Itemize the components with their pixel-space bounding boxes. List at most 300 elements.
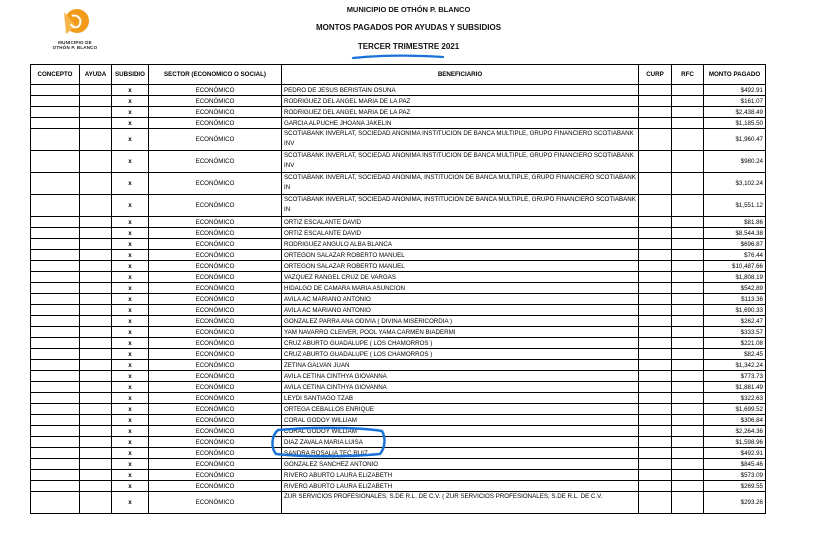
- cell-monto: $492.91: [704, 85, 766, 96]
- cell-beneficiario: ORTEGON SALAZAR ROBERTO MANUEL: [282, 261, 639, 272]
- cell-ayuda: [80, 173, 112, 195]
- cell-beneficiario: RIVERO ABURTO LAURA ELIZABETH: [282, 470, 639, 481]
- cell-subsidio: x: [112, 360, 149, 371]
- cell-curp: [639, 415, 672, 426]
- cell-curp: [639, 217, 672, 228]
- table-row: [31, 404, 766, 415]
- cell-ayuda: [80, 481, 112, 492]
- cell-ayuda: [80, 448, 112, 459]
- table-row: [31, 85, 766, 96]
- cell-sector: ECONÓMICO: [149, 316, 282, 327]
- cell-monto: $333.57: [704, 327, 766, 338]
- table-row: [31, 96, 766, 107]
- cell-ayuda: [80, 228, 112, 239]
- cell-monto: $1,808.19: [704, 272, 766, 283]
- cell-curp: [639, 327, 672, 338]
- cell-rfc: [672, 349, 704, 360]
- header-subsidio: SUBSIDIO: [112, 65, 149, 85]
- table-row: [31, 327, 766, 338]
- cell-sector: ECONÓMICO: [149, 327, 282, 338]
- cell-sector: ECONÓMICO: [149, 371, 282, 382]
- cell-ayuda: [80, 250, 112, 261]
- period-underline-marker: [351, 53, 445, 61]
- cell-curp: [639, 481, 672, 492]
- cell-concepto: [31, 393, 80, 404]
- cell-beneficiario: VAZQUEZ RANGEL CRUZ DE VARGAS: [282, 272, 639, 283]
- cell-ayuda: [80, 305, 112, 316]
- cell-subsidio: x: [112, 96, 149, 107]
- cell-monto: $542.89: [704, 283, 766, 294]
- cell-sector: ECONÓMICO: [149, 96, 282, 107]
- cell-sector: ECONÓMICO: [149, 283, 282, 294]
- cell-sector: ECONÓMICO: [149, 151, 282, 173]
- cell-subsidio: x: [112, 415, 149, 426]
- cell-concepto: [31, 470, 80, 481]
- cell-subsidio: x: [112, 492, 149, 514]
- cell-rfc: [672, 481, 704, 492]
- cell-rfc: [672, 382, 704, 393]
- cell-subsidio: x: [112, 426, 149, 437]
- cell-rfc: [672, 283, 704, 294]
- table-row: [31, 173, 766, 195]
- cell-curp: [639, 228, 672, 239]
- cell-beneficiario: SCOTIABANK INVERLAT, SOCIEDAD ANONIMA INSTITUCION DE BANCA MULTIPLE, GRUPO FINANCIERO SCOTIABANK INV: [282, 151, 639, 173]
- cell-beneficiario: DIAZ ZAVALA MARIA LUISA: [282, 437, 639, 448]
- cell-sector: ECONÓMICO: [149, 426, 282, 437]
- cell-beneficiario: GARCIA ALPUCHE JHOANA JAKELIN: [282, 118, 639, 129]
- cell-ayuda: [80, 470, 112, 481]
- cell-concepto: [31, 272, 80, 283]
- cell-ayuda: [80, 217, 112, 228]
- cell-ayuda: [80, 338, 112, 349]
- cell-sector: ECONÓMICO: [149, 195, 282, 217]
- cell-ayuda: [80, 129, 112, 151]
- cell-sector: ECONÓMICO: [149, 492, 282, 514]
- table-row: [31, 316, 766, 327]
- cell-curp: [639, 448, 672, 459]
- cell-rfc: [672, 393, 704, 404]
- cell-concepto: [31, 338, 80, 349]
- table-row: [31, 294, 766, 305]
- cell-subsidio: x: [112, 151, 149, 173]
- cell-monto: $573.09: [704, 470, 766, 481]
- payments-table: [30, 64, 765, 514]
- cell-sector: ECONÓMICO: [149, 404, 282, 415]
- cell-ayuda: [80, 360, 112, 371]
- cell-beneficiario: GONZALEZ PARRA ANA ODIVIA ( DIVINA MISERICORDIA ): [282, 316, 639, 327]
- cell-monto: $1,960.47: [704, 129, 766, 151]
- cell-ayuda: [80, 195, 112, 217]
- cell-concepto: [31, 415, 80, 426]
- cell-sector: ECONÓMICO: [149, 261, 282, 272]
- cell-monto: $269.55: [704, 481, 766, 492]
- cell-curp: [639, 305, 672, 316]
- cell-subsidio: x: [112, 118, 149, 129]
- cell-monto: $1,690.33: [704, 305, 766, 316]
- cell-ayuda: [80, 294, 112, 305]
- cell-monto: $262.47: [704, 316, 766, 327]
- cell-subsidio: x: [112, 305, 149, 316]
- cell-concepto: [31, 261, 80, 272]
- table-row: [31, 371, 766, 382]
- cell-concepto: [31, 316, 80, 327]
- cell-subsidio: x: [112, 217, 149, 228]
- cell-curp: [639, 470, 672, 481]
- cell-subsidio: x: [112, 85, 149, 96]
- cell-concepto: [31, 173, 80, 195]
- cell-monto: $2,264.36: [704, 426, 766, 437]
- cell-monto: $980.24: [704, 151, 766, 173]
- cell-monto: $306.84: [704, 415, 766, 426]
- cell-concepto: [31, 437, 80, 448]
- cell-beneficiario: ORTEGA CEBALLOS ENRIQUE: [282, 404, 639, 415]
- cell-rfc: [672, 327, 704, 338]
- table-header-row: [31, 65, 766, 85]
- cell-beneficiario: AVILA CETINA CINTHYA GIOVANNA: [282, 382, 639, 393]
- cell-concepto: [31, 239, 80, 250]
- cell-curp: [639, 250, 672, 261]
- cell-monto: $1,551.12: [704, 195, 766, 217]
- cell-subsidio: x: [112, 195, 149, 217]
- table-row: [31, 305, 766, 316]
- cell-sector: ECONÓMICO: [149, 250, 282, 261]
- cell-curp: [639, 459, 672, 470]
- cell-rfc: [672, 360, 704, 371]
- cell-curp: [639, 294, 672, 305]
- cell-rfc: [672, 437, 704, 448]
- cell-concepto: [31, 283, 80, 294]
- table-row: [31, 360, 766, 371]
- cell-sector: ECONÓMICO: [149, 459, 282, 470]
- cell-ayuda: [80, 151, 112, 173]
- cell-sector: ECONÓMICO: [149, 448, 282, 459]
- table-row: [31, 459, 766, 470]
- cell-beneficiario: RODRIGUEZ DEL ANGEL MARIA DE LA PAZ: [282, 96, 639, 107]
- cell-concepto: [31, 85, 80, 96]
- cell-ayuda: [80, 327, 112, 338]
- cell-sector: ECONÓMICO: [149, 272, 282, 283]
- cell-ayuda: [80, 426, 112, 437]
- cell-concepto: [31, 426, 80, 437]
- cell-subsidio: x: [112, 250, 149, 261]
- cell-rfc: [672, 371, 704, 382]
- logo-caption-line1: MUNICIPIO DE: [58, 40, 92, 45]
- cell-subsidio: x: [112, 470, 149, 481]
- cell-curp: [639, 437, 672, 448]
- cell-beneficiario: SCOTIABANK INVERLAT, SOCIEDAD ANONIMA INSTITUCION DE BANCA MULTIPLE, GRUPO FINANCIERO SCOTIABANK INV: [282, 129, 639, 151]
- cell-rfc: [672, 426, 704, 437]
- cell-monto: $845.46: [704, 459, 766, 470]
- cell-curp: [639, 195, 672, 217]
- cell-beneficiario: ORTIZ ESCALANTE DAVID: [282, 217, 639, 228]
- table-row: [31, 415, 766, 426]
- table-row: [31, 470, 766, 481]
- table-row: [31, 272, 766, 283]
- cell-rfc: [672, 404, 704, 415]
- cell-rfc: [672, 272, 704, 283]
- table-row: [31, 382, 766, 393]
- cell-concepto: [31, 371, 80, 382]
- cell-beneficiario: SANDRA ROSALIA TEC RUIZ: [282, 448, 639, 459]
- cell-rfc: [672, 228, 704, 239]
- cell-beneficiario: PEDRO DE JESUS BERISTAIN OSUNA: [282, 85, 639, 96]
- cell-concepto: [31, 151, 80, 173]
- document-subtitle: MONTOS PAGADOS POR AYUDAS Y SUBSIDIOS: [315, 23, 502, 32]
- cell-monto: $293.26: [704, 492, 766, 514]
- cell-sector: ECONÓMICO: [149, 382, 282, 393]
- cell-monto: $8,544.38: [704, 228, 766, 239]
- cell-subsidio: x: [112, 327, 149, 338]
- cell-monto: $161.07: [704, 96, 766, 107]
- cell-beneficiario: ZUR SERVICIOS PROFESIONALES, S.DE R.L. DE C.V. ( ZUR SERVICIOS PROFESIONALES, S.DE R.L. DE C.V.: [282, 492, 639, 514]
- cell-sector: ECONÓMICO: [149, 393, 282, 404]
- header-ayuda: AYUDA: [80, 65, 112, 85]
- cell-rfc: [672, 415, 704, 426]
- cell-rfc: [672, 316, 704, 327]
- cell-subsidio: x: [112, 393, 149, 404]
- cell-beneficiario: RODRIGUEZ ANGULO ALBA BLANCA: [282, 239, 639, 250]
- table-row: [31, 393, 766, 404]
- cell-subsidio: x: [112, 404, 149, 415]
- cell-ayuda: [80, 459, 112, 470]
- cell-ayuda: [80, 283, 112, 294]
- cell-subsidio: x: [112, 107, 149, 118]
- cell-monto: $2,438.49: [704, 107, 766, 118]
- cell-concepto: [31, 448, 80, 459]
- cell-monto: $492.91: [704, 448, 766, 459]
- cell-rfc: [672, 85, 704, 96]
- cell-rfc: [672, 107, 704, 118]
- cell-ayuda: [80, 349, 112, 360]
- cell-sector: ECONÓMICO: [149, 349, 282, 360]
- cell-curp: [639, 393, 672, 404]
- cell-ayuda: [80, 85, 112, 96]
- cell-curp: [639, 107, 672, 118]
- cell-monto: $1,598.96: [704, 437, 766, 448]
- cell-rfc: [672, 195, 704, 217]
- cell-sector: ECONÓMICO: [149, 173, 282, 195]
- cell-rfc: [672, 151, 704, 173]
- cell-beneficiario: YAM NAVARRO CLEIVER, POOL YAMA CARMEN BIADERMI: [282, 327, 639, 338]
- cell-concepto: [31, 492, 80, 514]
- cell-rfc: [672, 250, 704, 261]
- cell-concepto: [31, 250, 80, 261]
- cell-concepto: [31, 107, 80, 118]
- cell-subsidio: x: [112, 272, 149, 283]
- cell-concepto: [31, 228, 80, 239]
- cell-monto: $82.45: [704, 349, 766, 360]
- table-row: [31, 107, 766, 118]
- table-row: [31, 239, 766, 250]
- cell-rfc: [672, 448, 704, 459]
- cell-beneficiario: CORAL GODOY WILLIAM: [282, 415, 639, 426]
- table-row: [31, 228, 766, 239]
- cell-curp: [639, 371, 672, 382]
- cell-ayuda: [80, 272, 112, 283]
- cell-rfc: [672, 459, 704, 470]
- cell-monto: $10,487.66: [704, 261, 766, 272]
- cell-ayuda: [80, 415, 112, 426]
- cell-monto: $322.63: [704, 393, 766, 404]
- cell-concepto: [31, 349, 80, 360]
- document-title: MUNICIPIO DE OTHÓN P. BLANCO: [346, 5, 471, 14]
- cell-curp: [639, 426, 672, 437]
- cell-ayuda: [80, 239, 112, 250]
- cell-ayuda: [80, 492, 112, 514]
- cell-beneficiario: SCOTIABANK INVERLAT, SOCIEDAD ANONIMA, INSTITUCION DE BANCA MULTIPLE, GRUPO FINANCIERO SCOTIABANK IN: [282, 173, 639, 195]
- cell-monto: $81.86: [704, 217, 766, 228]
- cell-beneficiario: CRUZ ABURTO GUADALUPE ( LOS CHAMORROS ): [282, 349, 639, 360]
- cell-curp: [639, 382, 672, 393]
- cell-ayuda: [80, 96, 112, 107]
- cell-ayuda: [80, 404, 112, 415]
- cell-rfc: [672, 261, 704, 272]
- cell-subsidio: x: [112, 481, 149, 492]
- cell-curp: [639, 239, 672, 250]
- cell-sector: ECONÓMICO: [149, 228, 282, 239]
- cell-sector: ECONÓMICO: [149, 360, 282, 371]
- cell-monto: $696.87: [704, 239, 766, 250]
- cell-ayuda: [80, 382, 112, 393]
- cell-curp: [639, 404, 672, 415]
- cell-rfc: [672, 470, 704, 481]
- cell-sector: ECONÓMICO: [149, 415, 282, 426]
- cell-monto: $76.44: [704, 250, 766, 261]
- cell-concepto: [31, 360, 80, 371]
- cell-curp: [639, 129, 672, 151]
- cell-subsidio: x: [112, 173, 149, 195]
- cell-subsidio: x: [112, 261, 149, 272]
- cell-curp: [639, 118, 672, 129]
- cell-beneficiario: RIVERO ABURTO LAURA ELIZABETH: [282, 481, 639, 492]
- cell-sector: ECONÓMICO: [149, 305, 282, 316]
- cell-sector: ECONÓMICO: [149, 129, 282, 151]
- cell-curp: [639, 261, 672, 272]
- cell-sector: ECONÓMICO: [149, 294, 282, 305]
- cell-subsidio: x: [112, 338, 149, 349]
- cell-concepto: [31, 459, 80, 470]
- cell-ayuda: [80, 393, 112, 404]
- table-row: [31, 261, 766, 272]
- cell-beneficiario: AVILA AC MARIANO ANTONIO: [282, 305, 639, 316]
- cell-rfc: [672, 96, 704, 107]
- table-row: [31, 338, 766, 349]
- cell-subsidio: x: [112, 316, 149, 327]
- cell-concepto: [31, 404, 80, 415]
- cell-curp: [639, 360, 672, 371]
- cell-curp: [639, 283, 672, 294]
- cell-monto: $1,185.50: [704, 118, 766, 129]
- cell-subsidio: x: [112, 129, 149, 151]
- cell-ayuda: [80, 107, 112, 118]
- cell-concepto: [31, 481, 80, 492]
- cell-sector: ECONÓMICO: [149, 85, 282, 96]
- cell-sector: ECONÓMICO: [149, 239, 282, 250]
- cell-subsidio: x: [112, 239, 149, 250]
- cell-concepto: [31, 195, 80, 217]
- cell-curp: [639, 272, 672, 283]
- table-row: [31, 250, 766, 261]
- cell-rfc: [672, 239, 704, 250]
- table-row: [31, 437, 766, 448]
- table-row: [31, 492, 766, 514]
- cell-curp: [639, 96, 672, 107]
- cell-beneficiario: HIDALGO DE CAMARA MARIA ASUNCION: [282, 283, 639, 294]
- cell-curp: [639, 173, 672, 195]
- header-monto: MONTO PAGADO: [704, 65, 766, 85]
- cell-rfc: [672, 294, 704, 305]
- cell-rfc: [672, 129, 704, 151]
- cell-monto: $221.08: [704, 338, 766, 349]
- table-row: [31, 283, 766, 294]
- cell-sector: ECONÓMICO: [149, 118, 282, 129]
- cell-rfc: [672, 305, 704, 316]
- cell-monto: $3,102.24: [704, 173, 766, 195]
- cell-sector: ECONÓMICO: [149, 338, 282, 349]
- header-sector: SECTOR (ECONOMICO O SOCIAL): [149, 65, 282, 85]
- cell-sector: ECONÓMICO: [149, 107, 282, 118]
- cell-curp: [639, 492, 672, 514]
- cell-subsidio: x: [112, 459, 149, 470]
- cell-beneficiario: GONZALEZ SANCHEZ ANTONIO: [282, 459, 639, 470]
- cell-beneficiario: CORAL GODOY WILLIAM: [282, 426, 639, 437]
- header-rfc: RFC: [672, 65, 704, 85]
- cell-beneficiario: AVILA CETINA CINTHYA GIOVANNA: [282, 371, 639, 382]
- cell-concepto: [31, 217, 80, 228]
- table-row: [31, 151, 766, 173]
- header-beneficiario: BENEFICIARIO: [282, 65, 639, 85]
- header-curp: CURP: [639, 65, 672, 85]
- cell-concepto: [31, 382, 80, 393]
- cell-monto: $1,699.52: [704, 404, 766, 415]
- cell-concepto: [31, 327, 80, 338]
- header-concepto: CONCEPTO: [31, 65, 80, 85]
- cell-beneficiario: ORTEGON SALAZAR ROBERTO MANUEL: [282, 250, 639, 261]
- cell-concepto: [31, 294, 80, 305]
- cell-curp: [639, 349, 672, 360]
- cell-beneficiario: CRUZ ABURTO GUADALUPE ( LOS CHAMORROS ): [282, 338, 639, 349]
- cell-curp: [639, 338, 672, 349]
- table-row: [31, 217, 766, 228]
- cell-ayuda: [80, 371, 112, 382]
- cell-subsidio: x: [112, 382, 149, 393]
- cell-subsidio: x: [112, 371, 149, 382]
- cell-subsidio: x: [112, 437, 149, 448]
- cell-subsidio: x: [112, 283, 149, 294]
- cell-concepto: [31, 305, 80, 316]
- cell-curp: [639, 151, 672, 173]
- cell-rfc: [672, 338, 704, 349]
- cell-beneficiario: RODRIGUEZ DEL ANGEL MARIA DE LA PAZ: [282, 107, 639, 118]
- cell-monto: $773.73: [704, 371, 766, 382]
- cell-beneficiario: AVILA AC MARIANO ANTONIO: [282, 294, 639, 305]
- cell-rfc: [672, 217, 704, 228]
- cell-concepto: [31, 118, 80, 129]
- cell-rfc: [672, 492, 704, 514]
- cell-subsidio: x: [112, 294, 149, 305]
- cell-ayuda: [80, 437, 112, 448]
- table-row: [31, 349, 766, 360]
- cell-monto: $1,881.49: [704, 382, 766, 393]
- document-period: TERCER TRIMESTRE 2021: [357, 42, 460, 51]
- cell-beneficiario: SCOTIABANK INVERLAT, SOCIEDAD ANONIMA, INSTITUCION DE BANCA MULTIPLE, GRUPO FINANCIERO SCOTIABANK IN: [282, 195, 639, 217]
- cell-monto: $1,342.24: [704, 360, 766, 371]
- cell-ayuda: [80, 261, 112, 272]
- table-row: [31, 195, 766, 217]
- cell-subsidio: x: [112, 228, 149, 239]
- table-row: [31, 426, 766, 437]
- cell-curp: [639, 85, 672, 96]
